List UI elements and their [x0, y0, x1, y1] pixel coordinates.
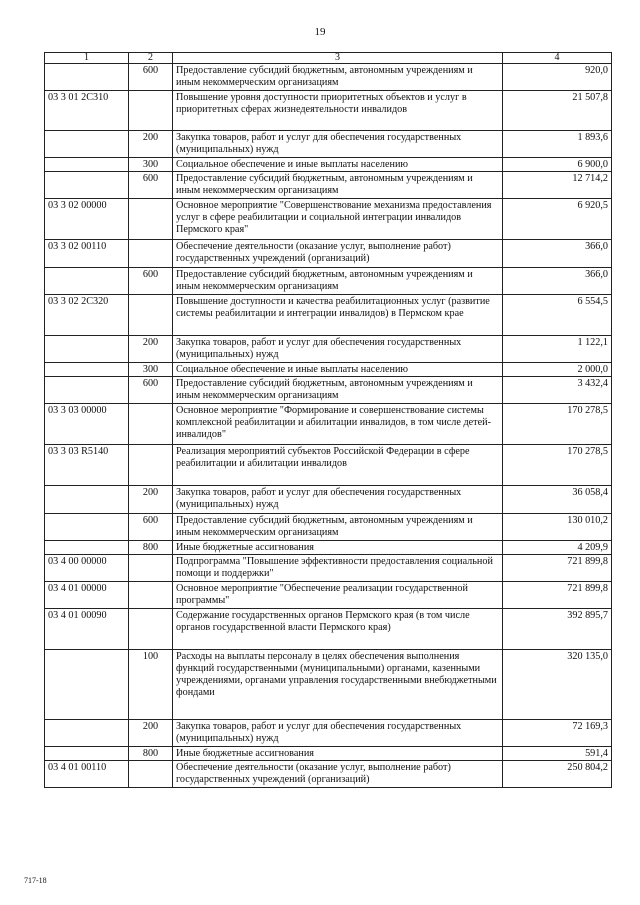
table-row	[45, 404, 612, 445]
item-amount: 6 554,5	[503, 295, 612, 336]
column-header-1: 1	[45, 53, 129, 64]
item-name: Повышение уровня доступности приоритетных объектов и услуг в приоритетных сферах жизнедеятельности инвалидов	[173, 91, 503, 131]
table-row	[45, 158, 612, 172]
expense-type-code: 800	[129, 747, 173, 761]
table-row	[45, 295, 612, 336]
expense-type-code: 200	[129, 336, 173, 363]
table-header-row	[45, 53, 612, 64]
target-article-code: 03 3 02 00110	[45, 240, 129, 268]
item-name: Иные бюджетные ассигнования	[173, 541, 503, 555]
target-article-code: 03 3 02 2C320	[45, 295, 129, 336]
item-amount: 721 899,8	[503, 555, 612, 582]
target-article-code	[45, 747, 129, 761]
item-name: Предоставление субсидий бюджетным, автономным учреждениям и иным некоммерческим организациям	[173, 377, 503, 404]
item-name: Обеспечение деятельности (оказание услуг, выполнение работ) государственных учреждений (организаций)	[173, 240, 503, 268]
table-row	[45, 761, 612, 788]
item-amount: 721 899,8	[503, 582, 612, 609]
item-amount: 36 058,4	[503, 486, 612, 514]
target-article-code	[45, 131, 129, 158]
expense-type-code: 600	[129, 514, 173, 541]
target-article-code	[45, 514, 129, 541]
expense-type-code: 200	[129, 131, 173, 158]
item-amount: 366,0	[503, 240, 612, 268]
item-amount: 3 432,4	[503, 377, 612, 404]
target-article-code	[45, 377, 129, 404]
table-row	[45, 541, 612, 555]
item-amount: 250 804,2	[503, 761, 612, 788]
target-article-code: 03 3 02 00000	[45, 199, 129, 240]
column-header-4: 4	[503, 53, 612, 64]
item-name: Предоставление субсидий бюджетным, автономным учреждениям и иным некоммерческим организациям	[173, 64, 503, 91]
expense-type-code: 200	[129, 486, 173, 514]
expense-type-code: 200	[129, 720, 173, 747]
item-name: Реализация мероприятий субъектов Российской Федерации в сфере реабилитации и абилитации инвалидов	[173, 445, 503, 486]
item-name: Закупка товаров, работ и услуг для обеспечения государственных (муниципальных) нужд	[173, 336, 503, 363]
item-amount: 6 920,5	[503, 199, 612, 240]
item-name: Предоставление субсидий бюджетным, автономным учреждениям и иным некоммерческим организациям	[173, 268, 503, 295]
expense-type-code: 600	[129, 172, 173, 199]
target-article-code: 03 4 00 00000	[45, 555, 129, 582]
item-amount: 2 000,0	[503, 363, 612, 377]
table-row	[45, 172, 612, 199]
table-row	[45, 336, 612, 363]
expense-type-code	[129, 609, 173, 650]
table-row	[45, 609, 612, 650]
expense-type-code	[129, 761, 173, 788]
expense-type-code: 600	[129, 64, 173, 91]
item-amount: 21 507,8	[503, 91, 612, 131]
item-name: Закупка товаров, работ и услуг для обеспечения государственных (муниципальных) нужд	[173, 720, 503, 747]
target-article-code	[45, 158, 129, 172]
item-name: Основное мероприятие "Формирование и совершенствование системы комплексной реабилитации и абилитации инвалидов, в том числе детей-инвалидов"	[173, 404, 503, 445]
expense-type-code	[129, 555, 173, 582]
target-article-code: 03 3 01 2C310	[45, 91, 129, 131]
item-amount: 170 278,5	[503, 404, 612, 445]
target-article-code	[45, 486, 129, 514]
item-name: Содержание государственных органов Пермского края (в том числе органов государственной власти Пермского края)	[173, 609, 503, 650]
item-name: Обеспечение деятельности (оказание услуг, выполнение работ) государственных учреждений (организаций)	[173, 761, 503, 788]
item-name: Предоставление субсидий бюджетным, автономным учреждениям и иным некоммерческим организациям	[173, 172, 503, 199]
table-row	[45, 555, 612, 582]
column-header-2: 2	[129, 53, 173, 64]
item-amount: 1 122,1	[503, 336, 612, 363]
item-name: Закупка товаров, работ и услуг для обеспечения государственных (муниципальных) нужд	[173, 131, 503, 158]
item-amount: 6 900,0	[503, 158, 612, 172]
table-row	[45, 240, 612, 268]
item-amount: 392 895,7	[503, 609, 612, 650]
item-amount: 130 010,2	[503, 514, 612, 541]
table-row	[45, 64, 612, 91]
budget-table	[44, 52, 612, 788]
target-article-code: 03 3 03 R5140	[45, 445, 129, 486]
item-name: Подпрограмма "Повышение эффективности предоставления социальной помощи и поддержки"	[173, 555, 503, 582]
target-article-code	[45, 172, 129, 199]
table-row	[45, 363, 612, 377]
expense-type-code	[129, 404, 173, 445]
item-name: Расходы на выплаты персоналу в целях обеспечения выполнения функций государственными (муниципальными) органами, казенными учреждениями, органами управления государственными внебюджетными фондами	[173, 650, 503, 720]
table-row	[45, 268, 612, 295]
expense-type-code: 300	[129, 158, 173, 172]
expense-type-code	[129, 445, 173, 486]
item-amount: 1 893,6	[503, 131, 612, 158]
expense-type-code: 600	[129, 377, 173, 404]
table-row	[45, 486, 612, 514]
table-row	[45, 131, 612, 158]
item-amount: 920,0	[503, 64, 612, 91]
expense-type-code	[129, 199, 173, 240]
table-row	[45, 91, 612, 131]
target-article-code	[45, 720, 129, 747]
expense-type-code: 100	[129, 650, 173, 720]
target-article-code: 03 4 01 00000	[45, 582, 129, 609]
target-article-code: 03 3 03 00000	[45, 404, 129, 445]
expense-type-code	[129, 240, 173, 268]
expense-type-code	[129, 295, 173, 336]
target-article-code	[45, 336, 129, 363]
target-article-code	[45, 363, 129, 377]
expense-type-code: 300	[129, 363, 173, 377]
item-name: Основное мероприятие "Совершенствование механизма предоставления услуг в сфере реабилитации и социальной интеграции инвалидов Пермского края"	[173, 199, 503, 240]
target-article-code	[45, 541, 129, 555]
target-article-code	[45, 268, 129, 295]
target-article-code: 03 4 01 00090	[45, 609, 129, 650]
table-row	[45, 445, 612, 486]
table-row	[45, 747, 612, 761]
page-number: 19	[314, 26, 326, 38]
document-code: 717-18	[24, 876, 47, 885]
item-name: Социальное обеспечение и иные выплаты населению	[173, 363, 503, 377]
item-amount: 170 278,5	[503, 445, 612, 486]
target-article-code	[45, 64, 129, 91]
table-row	[45, 514, 612, 541]
table-row	[45, 720, 612, 747]
table-row	[45, 377, 612, 404]
item-name: Социальное обеспечение и иные выплаты населению	[173, 158, 503, 172]
item-amount: 320 135,0	[503, 650, 612, 720]
item-name: Закупка товаров, работ и услуг для обеспечения государственных (муниципальных) нужд	[173, 486, 503, 514]
item-name: Иные бюджетные ассигнования	[173, 747, 503, 761]
item-amount: 4 209,9	[503, 541, 612, 555]
item-amount: 366,0	[503, 268, 612, 295]
expense-type-code	[129, 91, 173, 131]
table-row	[45, 582, 612, 609]
column-header-3: 3	[173, 53, 503, 64]
target-article-code	[45, 650, 129, 720]
expense-type-code: 600	[129, 268, 173, 295]
item-name: Повышение доступности и качества реабилитационных услуг (развитие системы реабилитации и интеграции инвалидов) в Пермском крае	[173, 295, 503, 336]
item-name: Предоставление субсидий бюджетным, автономным учреждениям и иным некоммерческим организациям	[173, 514, 503, 541]
item-amount: 72 169,3	[503, 720, 612, 747]
expense-type-code: 800	[129, 541, 173, 555]
item-name: Основное мероприятие "Обеспечение реализации государственной программы"	[173, 582, 503, 609]
expense-type-code	[129, 582, 173, 609]
table-row	[45, 650, 612, 720]
target-article-code: 03 4 01 00110	[45, 761, 129, 788]
item-amount: 12 714,2	[503, 172, 612, 199]
item-amount: 591,4	[503, 747, 612, 761]
table-row	[45, 199, 612, 240]
